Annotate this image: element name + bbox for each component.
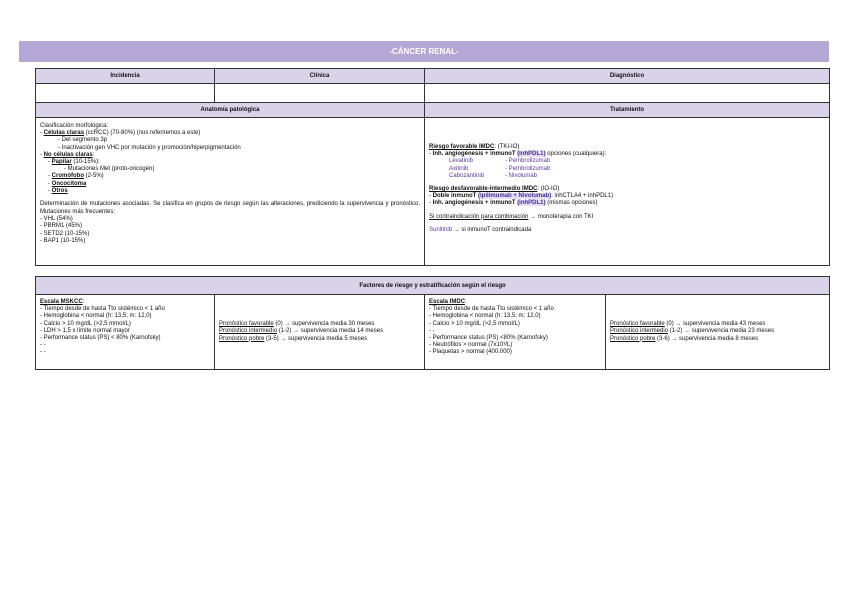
- term-oncocitoma: Oncocitoma: [51, 180, 87, 187]
- item-celulas-claras: [40, 130, 420, 137]
- imdc-item: - Plaquetas > normal (400.000): [429, 349, 512, 356]
- prognosis-rest: (0) → supervivencia media 30 meses: [273, 321, 375, 328]
- riesgo-desfavorable-title: Riesgo desfavorable-intermedio IMDC: [429, 186, 538, 193]
- prognosis-line: [610, 328, 825, 335]
- item-no-celulas-claras: [40, 152, 420, 159]
- imdc-item: - Hemoglobina < normal (h: 13,5; m: 12,0): [429, 313, 541, 320]
- prognosis-term: Pronóstico favorable: [219, 321, 274, 328]
- subitem: - Mutaciones Met (proto-oncogen): [64, 166, 155, 173]
- mutation-item: - VHL (54%): [40, 216, 73, 223]
- bullet: -: [429, 151, 433, 158]
- prognosis-rest: (3-6) → supervivencia media 8 meses: [655, 335, 759, 342]
- item-otros: [40, 188, 420, 195]
- prognosis-rest: (0) → supervivencia media 43 meses: [664, 321, 766, 328]
- mutaciones-paragraph: Determinación de mutaciones asociadas. Se clasifica en grupos de riesgo según las alteraciones, prediciendo la supervivencia y pronóstico. Mutaciones más frecuentes:: [40, 201, 420, 215]
- term-celulas-claras: Células claras: [43, 130, 85, 137]
- prognosis-rest: (1-2) → supervivencia media 14 meses: [277, 328, 384, 335]
- drug-io: Pembrolizumab: [508, 165, 551, 172]
- detail: (2-5%): [84, 173, 104, 180]
- cell-incidencia: [36, 84, 215, 103]
- prognosis-line: [219, 328, 420, 335]
- option-rest: opciones (cualquiera):: [545, 151, 607, 158]
- sunitinib-line: [429, 227, 825, 234]
- item-oncocitoma: [40, 181, 420, 188]
- riesgo-favorable-title: Riesgo favorable IMDC: [429, 144, 495, 150]
- mutation-item: - PBRM1 (45%): [40, 223, 83, 230]
- mskcc-title-text: Escala MSKCC: [40, 299, 83, 305]
- bullet: -: [40, 151, 44, 158]
- highlight: (ipilimumab + Nivolumab): [478, 193, 552, 200]
- riesgo-favorable-suffix: : (TKI-IO): [494, 144, 520, 150]
- prognosis-term: Pronóstico favorable: [610, 321, 665, 328]
- bullet: -: [48, 159, 52, 166]
- option-rest: : inhCTLA4 + inhPDL1): [551, 193, 614, 200]
- contraindicacion-rest: → monoterapia con TKI: [528, 213, 594, 220]
- cell-diagnostico: [425, 84, 830, 103]
- cell-mskcc-prognosis: [215, 295, 425, 370]
- riesgo-desfavorable: [429, 186, 825, 193]
- bullet: -: [48, 173, 52, 180]
- mutation-item: - SETD2 (10-15%): [40, 230, 90, 237]
- cell-imdc: [425, 295, 606, 370]
- contraindicacion-term: Si contraindicación para combinación: [429, 213, 529, 220]
- riesgo-desfavorable-suffix: : (IO-IO): [537, 186, 560, 193]
- bullet: -: [48, 187, 52, 194]
- header-incidencia: Incidencia: [36, 69, 215, 84]
- desfavorable-option: [429, 200, 825, 207]
- cell-clinica: [215, 84, 425, 103]
- cell-mskcc: [36, 295, 215, 370]
- prognosis-term: Pronóstico intermedio: [219, 328, 278, 335]
- highlight: (inhPDL1): [517, 200, 546, 207]
- cell-tratamiento: [425, 118, 830, 266]
- bullet: -: [505, 172, 509, 179]
- prognosis-line: [219, 321, 420, 328]
- mskcc-item: - Hemoglobina < normal (h: 13,5; m: 12,0): [40, 313, 152, 320]
- prognosis-rest: (1-2) → supervivencia media 23 meses: [668, 328, 775, 335]
- sunitinib-term: Sunitinib: [429, 226, 453, 233]
- term-otros: Otros: [51, 187, 68, 194]
- desfavorable-option: [429, 193, 825, 200]
- header-diagnostico: Diagnóstico: [425, 69, 830, 84]
- sunitinib-rest: → si inmunoT contraindicada: [452, 226, 532, 233]
- drug-row: [429, 158, 825, 165]
- riesgo-favorable: [429, 144, 825, 151]
- drug-io: Pembrolizumab: [508, 158, 551, 165]
- drug-tki: Axitinib: [449, 165, 469, 172]
- clasificacion-heading: Clasificación morfológica:: [40, 123, 109, 129]
- prognosis-term: Pronóstico pobre: [219, 335, 265, 342]
- page-title: -CÁNCER RENAL-: [19, 41, 829, 62]
- highlight: (inhPDL1): [517, 151, 546, 158]
- subitem: - Inactivación gen VHC por mutación y promoción/hiperpigmentación: [58, 144, 241, 151]
- bullet: -: [429, 193, 433, 200]
- bullet: -: [40, 130, 44, 137]
- bullet: -: [429, 200, 433, 207]
- drug-row: [429, 166, 825, 173]
- drug-tki: Cabozantinib: [449, 172, 485, 179]
- term-cromofobo: Cromófobo: [51, 173, 84, 180]
- imdc-item: - Tiempo desde de hasta Tto sistémico < 1 año: [429, 306, 554, 313]
- prognosis-line: [610, 336, 825, 343]
- mskcc-item: - -: [40, 342, 46, 349]
- imdc-item: - Calcio > 10 mg/dL (>2,5 mmol/L): [429, 320, 520, 327]
- header-anatomia: Anatomía patológica: [36, 103, 425, 118]
- mskcc-item: - Calcio > 10 mg/dL (>2,5 mmol/L): [40, 320, 131, 327]
- term-papilar: Papilar: [51, 159, 72, 166]
- title-suffix: :: [465, 299, 467, 305]
- bullet: -: [505, 165, 509, 172]
- risk-table: [35, 276, 830, 370]
- drug-tki: Levatinib: [449, 158, 474, 165]
- cell-imdc-prognosis: [606, 295, 830, 370]
- prognosis-term: Pronóstico pobre: [610, 335, 656, 342]
- imdc-item: - Performance status (PS) <80% (Karnofsky): [429, 335, 548, 342]
- term-no-celulas-claras: No células claras: [43, 151, 93, 158]
- prognosis-line: [610, 321, 825, 328]
- subitem: - Del segmento 3p: [58, 137, 108, 144]
- imdc-title-text: Escala IMDC: [429, 299, 466, 305]
- header-factores-riesgo: Factores de riesgo y estratificación según el riesgo: [36, 277, 830, 295]
- title-suffix: :: [82, 299, 85, 305]
- favorable-option: [429, 151, 825, 158]
- mskcc-item: - -: [40, 349, 46, 356]
- prognosis-term: Pronóstico intermedio: [610, 328, 669, 335]
- mskcc-title: [40, 299, 210, 306]
- header-clinica: Clínica: [215, 69, 425, 84]
- imdc-item: - Neutrófilos > normal (7x10³/L): [429, 342, 513, 349]
- mutation-item: - BAP1 (10-15%): [40, 237, 86, 244]
- prognosis-rest: (3-5) → supervivencia media 5 meses: [264, 335, 368, 342]
- drug-io: Nivolumab: [508, 172, 538, 179]
- option-bold: Inh. angiogénesis + inmunoT: [432, 151, 516, 158]
- header-tratamiento: Tratamiento: [425, 103, 830, 118]
- mskcc-item: - LDH > 1,5 x límite normal mayor: [40, 327, 130, 334]
- detail: :: [92, 151, 95, 158]
- imdc-item: - -: [429, 327, 435, 334]
- contraindicacion-line: [429, 214, 825, 221]
- bullet: -: [48, 180, 52, 187]
- mskcc-item: - Tiempo desde de hasta Tto sistémico < 1 año: [40, 306, 165, 313]
- prognosis-line: [219, 336, 420, 343]
- mskcc-item: - Performance status (PS) < 80% (Karnofsky): [40, 335, 161, 342]
- option-rest: (mismas opciones): [545, 200, 598, 207]
- item-cromofobo: [40, 173, 420, 180]
- detail: (ccRCC) (70-80%) (nos referiremos a este): [84, 130, 201, 137]
- option-bold: Doble inmunoT: [432, 193, 477, 200]
- cell-anatomia: [36, 118, 425, 266]
- bullet: -: [505, 158, 509, 165]
- item-papilar: [40, 159, 420, 166]
- imdc-title: [429, 299, 601, 306]
- drug-row: [429, 173, 825, 180]
- main-table: [35, 68, 830, 266]
- detail: (10-15%):: [71, 159, 100, 166]
- option-bold: Inh. angiogénesis + inmunoT: [432, 200, 516, 207]
